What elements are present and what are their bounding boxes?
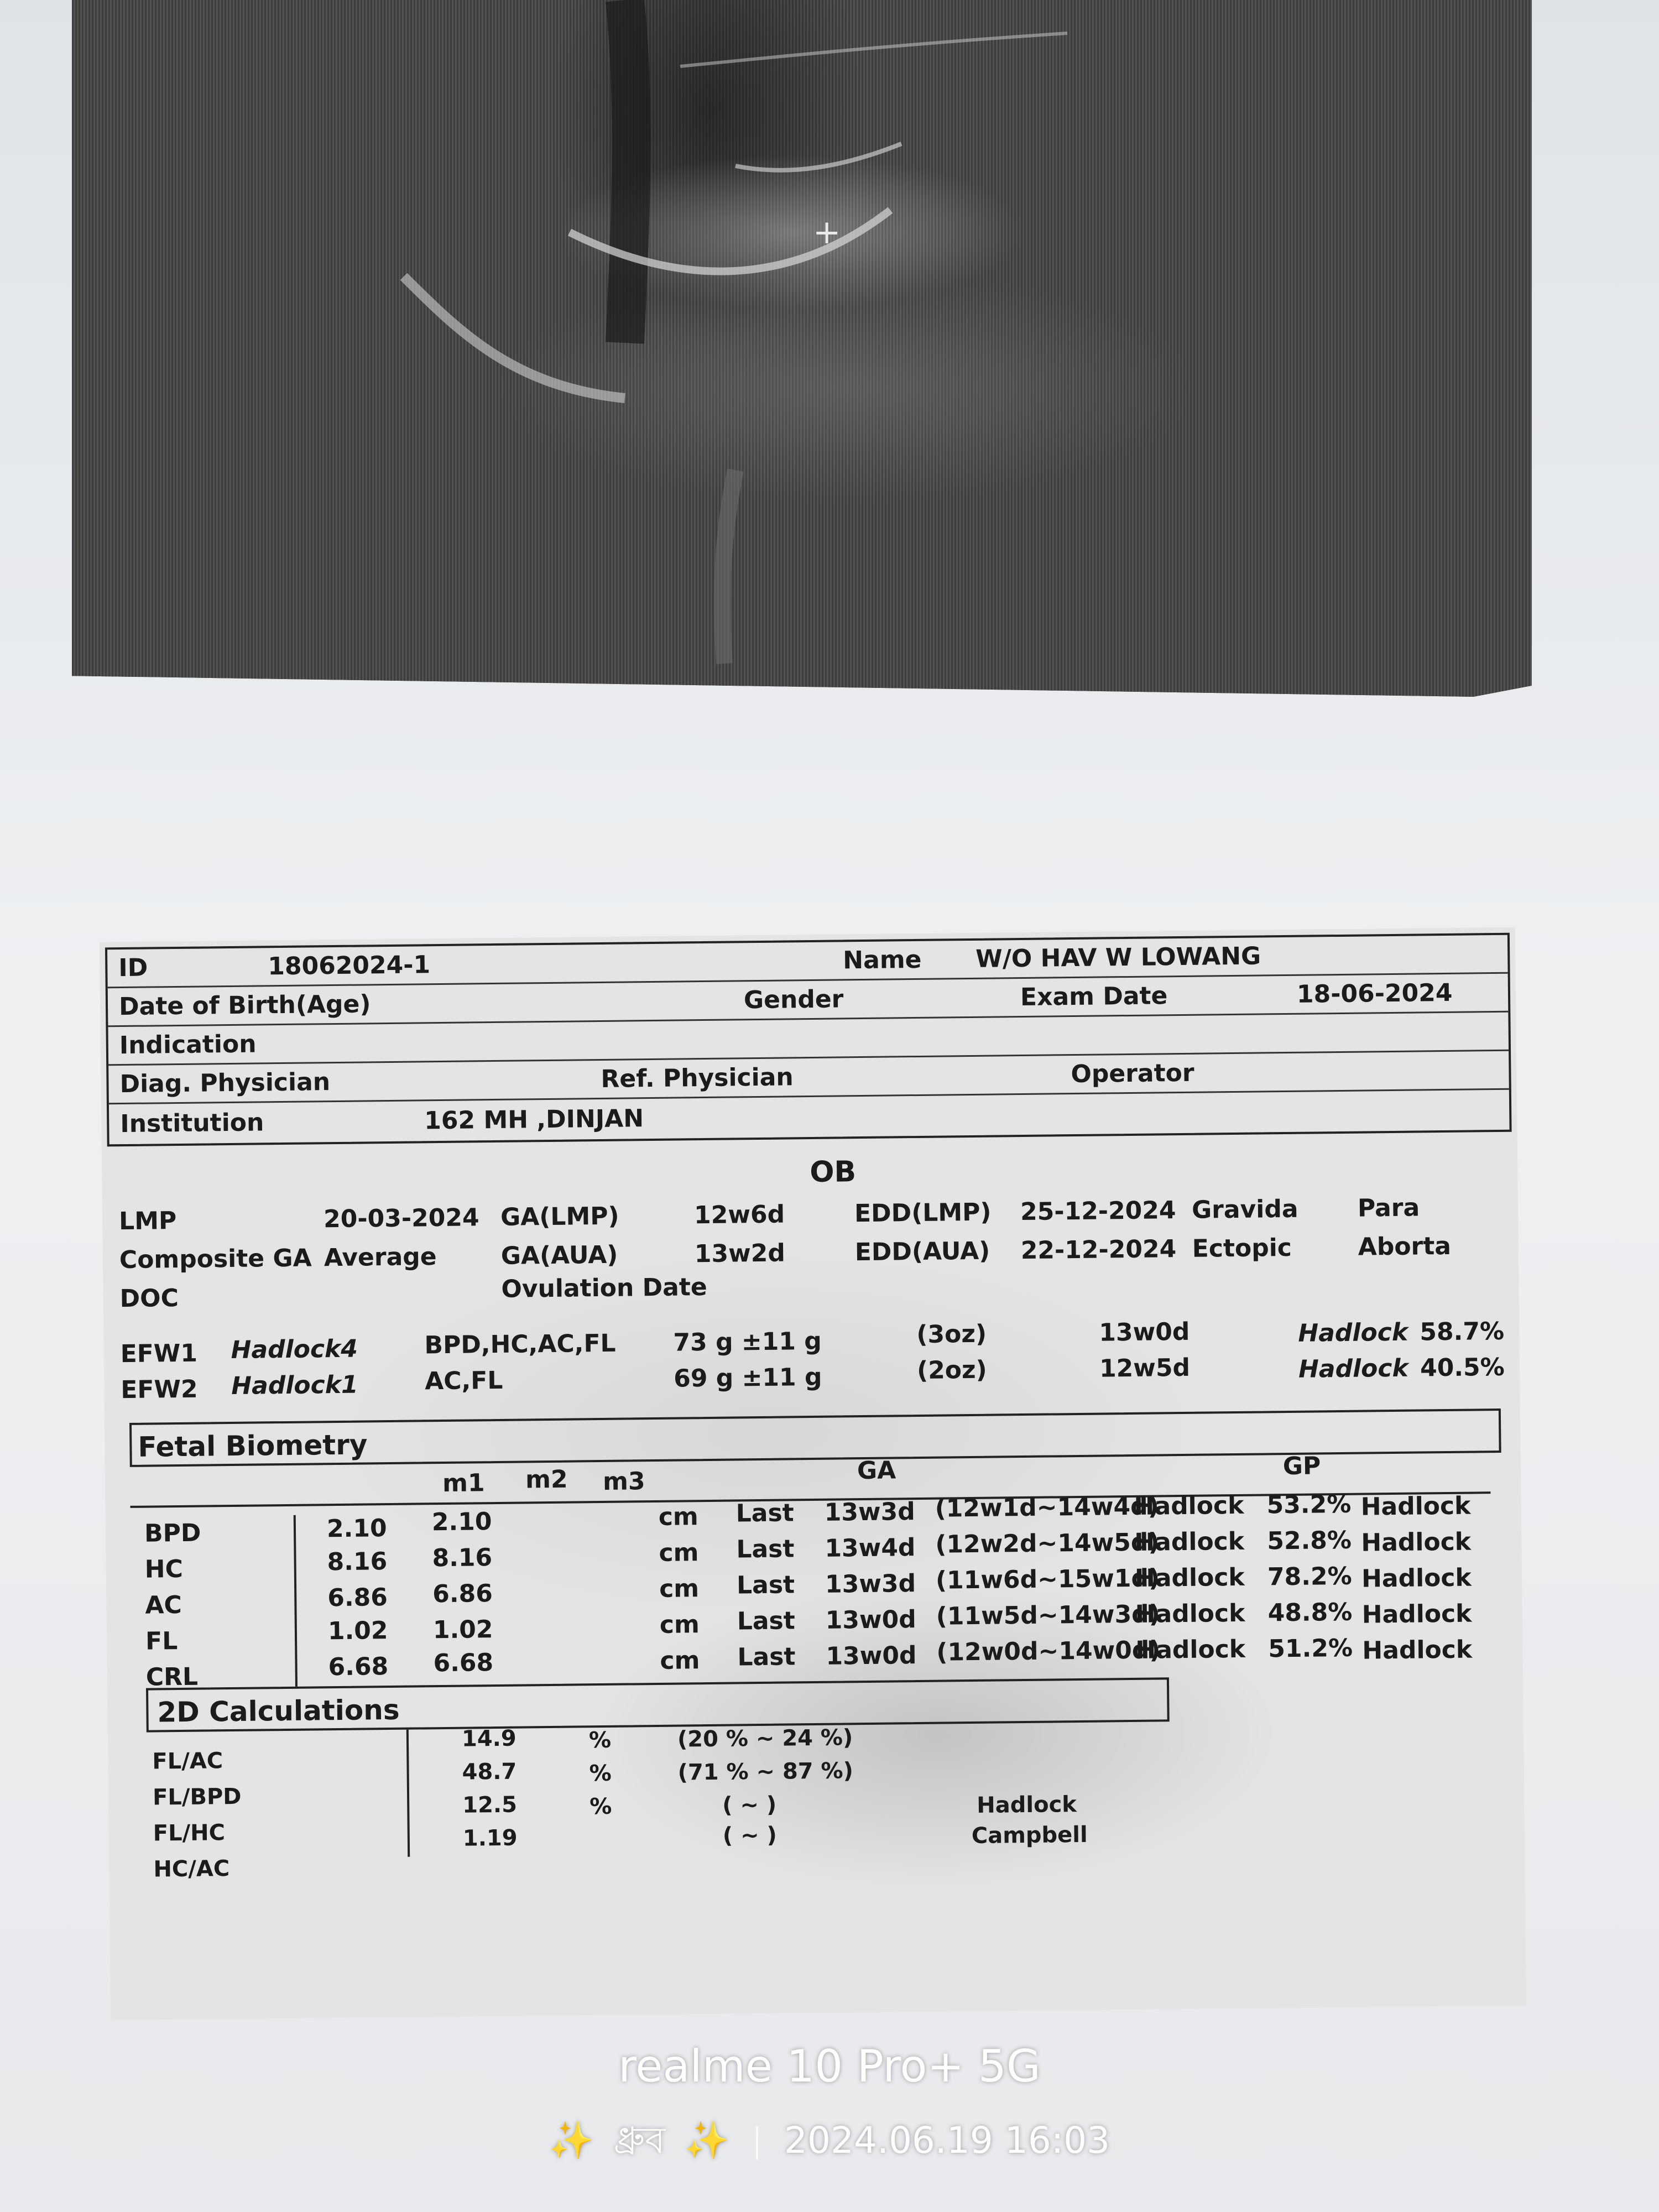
calc-name: FL/AC (152, 1748, 223, 1775)
efw2-oz: (2oz) (916, 1355, 987, 1385)
efw2-ga: 12w5d (1099, 1353, 1191, 1383)
row-unit: cm (659, 1610, 700, 1639)
ultrasound-report (100, 927, 1526, 2021)
ultrasound-image (72, 0, 1532, 697)
camera-timestamp-line (0, 2112, 1659, 2173)
row-gp: 53.2% (1266, 1490, 1352, 1520)
edd-aua-value: 22-12-2024 (1020, 1235, 1177, 1265)
id-label: ID (118, 953, 148, 983)
calc-name: FL/HC (153, 1820, 226, 1846)
efw1-method: Hadlock4 (231, 1334, 358, 1365)
camera-tag: ধ্রুব (614, 2119, 665, 2162)
sparkle-icon: ✨ (684, 2119, 731, 2162)
ga-aua-label: GA(AUA) (500, 1240, 618, 1270)
col-gp: GP (1282, 1452, 1321, 1481)
row-range: (12w1d~14w4d) (935, 1492, 1159, 1523)
calc-range: (71 % ~ 87 %) (677, 1758, 854, 1786)
col-m3: m3 (602, 1467, 645, 1496)
biometry-divider (294, 1515, 298, 1687)
row-ga: 13w3d (824, 1498, 915, 1527)
sparkle-icon: ✨ (549, 2119, 595, 2162)
row-value: 2.10 (326, 1514, 387, 1543)
row-m1: 6.68 (433, 1648, 494, 1678)
row-range: (11w6d~15w1d) (935, 1564, 1160, 1595)
row-gp-method: Hadlock (1362, 1635, 1473, 1665)
efw1-label: EFW1 (120, 1339, 198, 1369)
row-mode: Last (736, 1571, 795, 1600)
row-name: HC (144, 1554, 184, 1584)
edd-aua-label: EDD(AUA) (854, 1237, 990, 1267)
exam-date-label: Exam Date (1020, 982, 1168, 1012)
row-name: BPD (144, 1519, 201, 1548)
row-name: AC (145, 1590, 182, 1620)
row-unit: cm (658, 1503, 699, 1531)
efw2-method: Hadlock1 (231, 1370, 358, 1401)
calc-divider (406, 1730, 410, 1857)
calc-value: 12.5 (462, 1792, 518, 1818)
fetal-biometry-title: Fetal Biometry (138, 1428, 368, 1463)
name-value: W/O HAV W LOWANG (975, 942, 1261, 973)
row-ga-method: Hadlock (1134, 1491, 1244, 1521)
row-ga-method: Hadlock (1134, 1563, 1245, 1593)
calc-value: 48.7 (462, 1759, 517, 1785)
efw1-oz: (3oz) (916, 1319, 987, 1349)
efw1-ga: 13w0d (1099, 1317, 1190, 1347)
row-gp: 48.8% (1267, 1598, 1353, 1627)
calc-unit: % (589, 1793, 612, 1820)
camera-model-watermark: realme 10 Pro+ 5G (618, 2041, 1041, 2092)
ga-lmp-value: 12w6d (693, 1200, 785, 1230)
calc-method: Hadlock (977, 1792, 1077, 1818)
lmp-label: LMP (118, 1207, 177, 1236)
efw2-gp-method: Hadlock (1298, 1354, 1408, 1384)
lmp-value: 20-03-2024 (323, 1203, 479, 1234)
row-ga: 13w4d (825, 1533, 916, 1563)
id-value: 18062024-1 (268, 951, 431, 981)
name-label: Name (843, 945, 922, 975)
calc-value: 14.9 (461, 1725, 517, 1752)
indication-label: Indication (119, 1030, 257, 1060)
row-mode: Last (735, 1499, 794, 1528)
composite-ga-label: Composite GA (119, 1244, 312, 1275)
row-value: 8.16 (327, 1547, 388, 1577)
efw1-gp-method: Hadlock (1298, 1318, 1408, 1348)
gravida-label: Gravida (1191, 1194, 1298, 1224)
row-ga: 13w0d (825, 1605, 917, 1635)
row-range: (11w5d~14w3d) (936, 1600, 1161, 1631)
edd-lmp-value: 25-12-2024 (1020, 1196, 1176, 1227)
row-m1: 2.10 (431, 1507, 492, 1537)
row-value: 1.02 (327, 1616, 388, 1646)
ob-title: OB (809, 1155, 857, 1190)
calc-unit: % (589, 1760, 612, 1787)
row-ga-method: Hadlock (1134, 1527, 1245, 1557)
calc-name: HC/AC (153, 1856, 230, 1882)
calc-unit: % (588, 1727, 612, 1754)
row-mode: Last (737, 1606, 796, 1636)
row-ga-method: Hadlock (1135, 1599, 1245, 1629)
row-unit: cm (659, 1538, 699, 1567)
operator-label: Operator (1071, 1058, 1194, 1089)
efw1-gp: 58.7% (1420, 1317, 1505, 1347)
row-mode: Last (737, 1642, 796, 1672)
row-range: (12w0d~14w0d) (936, 1636, 1161, 1667)
calc-range: (20 % ~ 24 %) (677, 1725, 853, 1752)
row-unit: cm (659, 1574, 700, 1603)
separator (756, 2126, 758, 2159)
col-m2: m2 (525, 1465, 568, 1494)
institution-value: 162 MH ,DINJAN (424, 1104, 644, 1135)
col-ga: GA (857, 1456, 896, 1485)
exam-date-value: 18-06-2024 (1296, 978, 1453, 1009)
edd-lmp-label: EDD(LMP) (854, 1198, 992, 1228)
row-mode: Last (736, 1535, 795, 1564)
ga-lmp-label: GA(LMP) (500, 1202, 619, 1232)
calc-value: 1.19 (462, 1825, 518, 1851)
row-gp-method: Hadlock (1360, 1491, 1471, 1521)
calc-name: FL/BPD (152, 1783, 242, 1811)
calc-range: ( ~ ) (722, 1822, 778, 1849)
row-gp: 52.8% (1267, 1526, 1352, 1556)
row-gp-method: Hadlock (1361, 1563, 1472, 1593)
efw2-label: EFW2 (121, 1375, 198, 1405)
ultrasound-echo-shapes (72, 0, 1532, 697)
calc-title: 2D Calculations (157, 1693, 400, 1729)
row-gp: 78.2% (1267, 1562, 1352, 1592)
row-m1: 8.16 (432, 1543, 493, 1573)
col-m1: m1 (442, 1469, 485, 1498)
calc-method: Campbell (971, 1822, 1088, 1849)
efw2-params: AC,FL (424, 1366, 503, 1396)
row-range: (12w2d~14w5d) (935, 1528, 1160, 1559)
ref-physician-label: Ref. Physician (601, 1063, 794, 1093)
row-value: 6.86 (327, 1583, 388, 1613)
row-ga: 13w0d (826, 1641, 917, 1671)
efw2-weight: 69 g ±11 g (673, 1363, 822, 1393)
ovulation-date-label: Ovulation Date (501, 1272, 707, 1303)
row-m1: 1.02 (432, 1615, 493, 1645)
row-m1: 6.86 (432, 1579, 493, 1609)
para-label: Para (1357, 1193, 1420, 1223)
composite-ga-value: Average (324, 1243, 437, 1272)
calc-range: ( ~ ) (722, 1792, 777, 1818)
row-ga: 13w3d (825, 1569, 916, 1599)
row-gp-method: Hadlock (1361, 1527, 1472, 1557)
institution-label: Institution (120, 1108, 264, 1138)
svg-text:+: + (813, 213, 841, 252)
ga-aua-value: 13w2d (694, 1239, 786, 1269)
row-name: FL (145, 1627, 178, 1656)
row-unit: cm (660, 1646, 700, 1675)
aborta-label: Aborta (1358, 1232, 1452, 1261)
dob-label: Date of Birth(Age) (118, 990, 371, 1021)
efw2-gp: 40.5% (1420, 1353, 1505, 1383)
doc-label: DOC (119, 1284, 179, 1313)
diag-physician-label: Diag. Physician (119, 1068, 331, 1099)
row-gp: 51.2% (1268, 1634, 1353, 1663)
row-gp-method: Hadlock (1361, 1599, 1472, 1629)
efw1-weight: 73 g ±11 g (673, 1327, 822, 1357)
efw1-params: BPD,HC,AC,FL (424, 1329, 616, 1360)
row-name: CRL (145, 1662, 199, 1692)
capture-timestamp: 2024.06.19 16:03 (784, 2119, 1110, 2162)
row-value: 6.68 (328, 1652, 389, 1682)
gender-label: Gender (743, 985, 844, 1015)
row-ga-method: Hadlock (1135, 1635, 1246, 1665)
ectopic-label: Ectopic (1192, 1233, 1292, 1263)
